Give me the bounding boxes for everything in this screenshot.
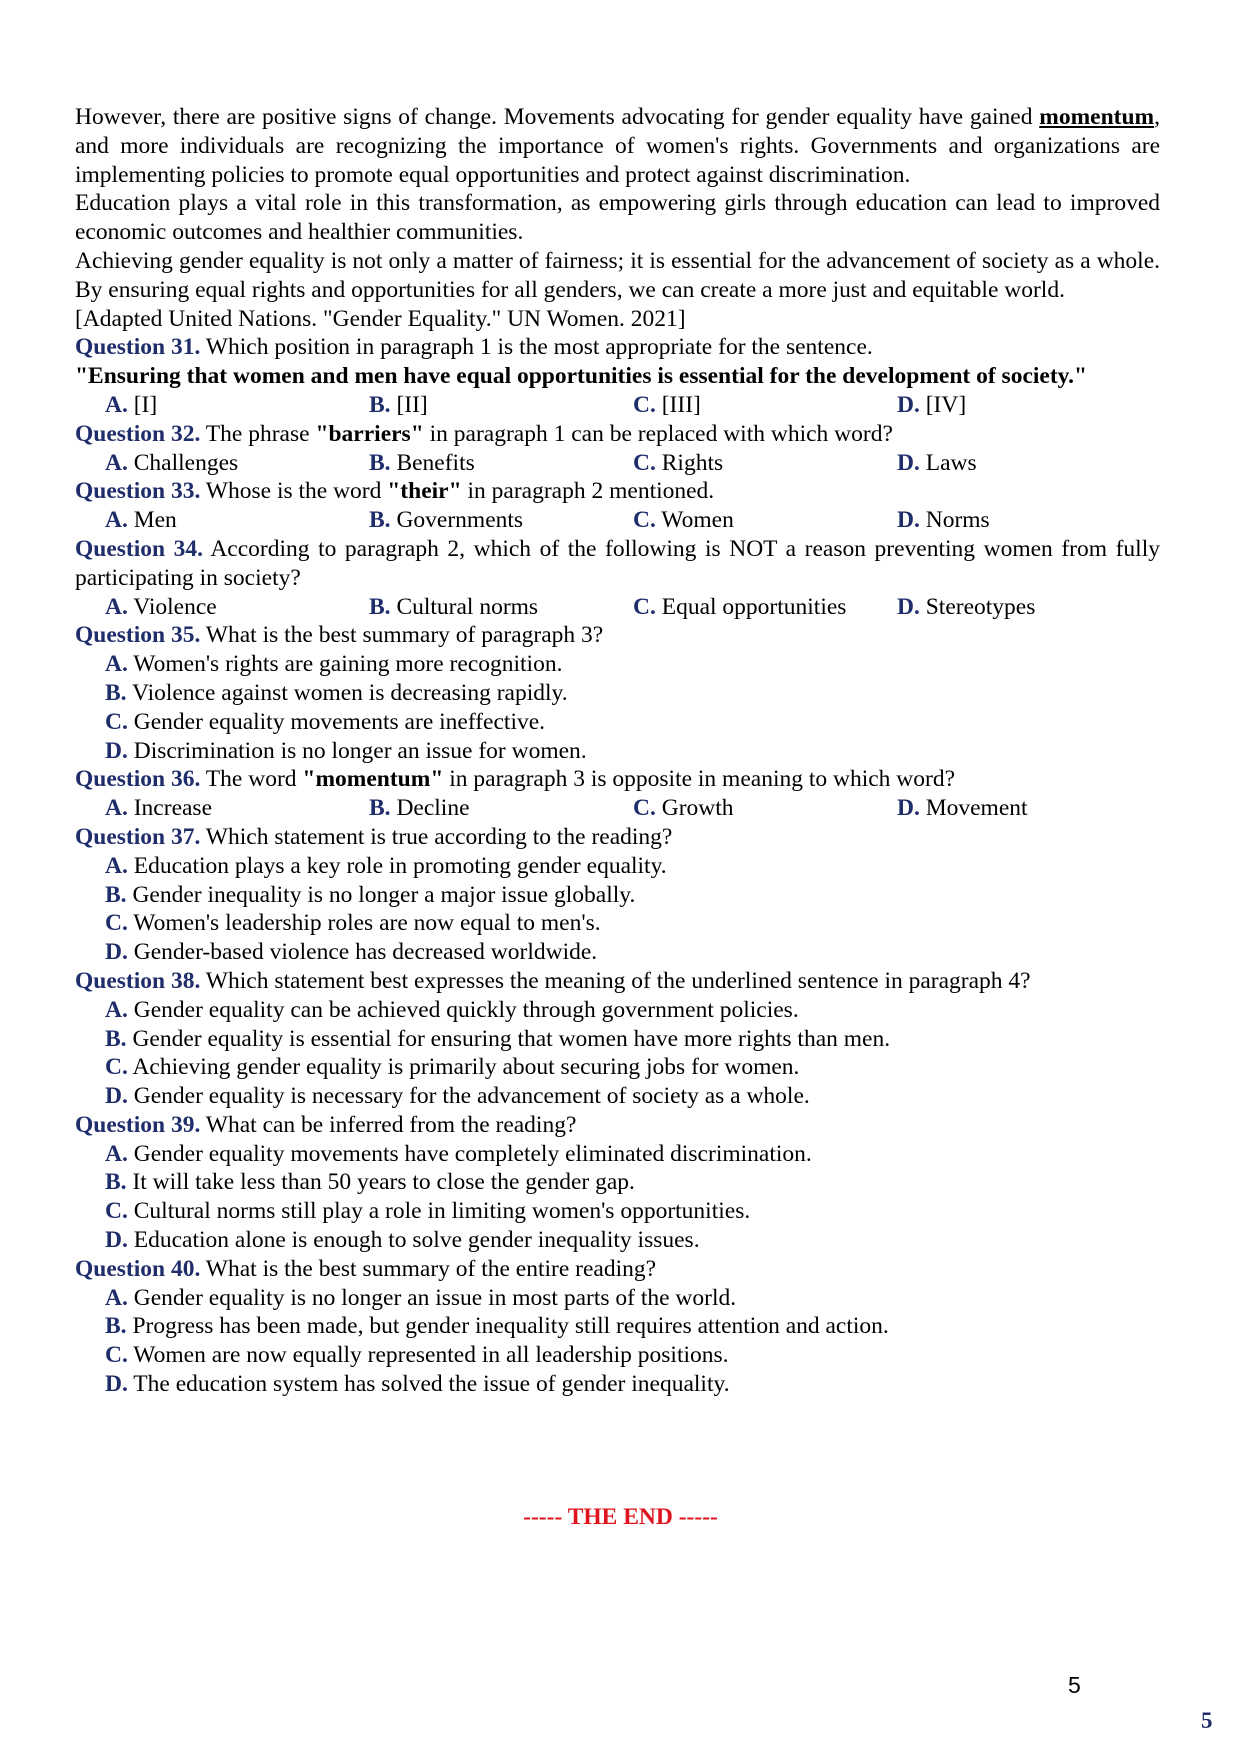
- option-b[interactable]: B. It will take less than 50 years to close the gender gap.: [105, 1169, 635, 1196]
- option-a[interactable]: A. Men: [105, 507, 177, 534]
- question-text: What is the best summary of the entire reading?: [200, 1255, 657, 1282]
- option-c[interactable]: C. Cultural norms still play a role in limiting women's opportunities.: [105, 1198, 751, 1225]
- options-row: [75, 449, 1160, 478]
- question-label: Question 40.: [75, 1255, 201, 1282]
- option-d[interactable]: D. Norms: [897, 507, 990, 534]
- option-a[interactable]: A. Gender equality can be achieved quickly through government policies.: [105, 996, 799, 1023]
- option-b[interactable]: B. [II]: [369, 391, 428, 418]
- passage-source: [Adapted United Nations. "Gender Equality." UN Women. 2021]: [75, 305, 686, 332]
- the-end-marker: ----- THE END -----: [523, 1504, 718, 1530]
- question-34: [75, 535, 1160, 621]
- option-b[interactable]: B. Benefits: [369, 449, 475, 476]
- option-a[interactable]: A. Gender equality movements have completely eliminated discrimination.: [105, 1140, 812, 1167]
- passage-paragraph-4: Achieving gender equality is not only a matter of fairness; it is essential for the advancement of society as a whole. By ensuring equal rights and opportunities for all genders, we can create a more just and equitable world.: [75, 247, 1160, 303]
- question-label: Question 38.: [75, 967, 201, 994]
- passage-text: , and more individuals are recognizing the importance of women's rights. Governments and organizations are implementing policies to promote equal opportunities and protect against discrimination.: [75, 104, 1160, 188]
- question-33: Question 33. Whose is the word "their" in paragraph 2 mentioned. A. Men B. Governments C. Women D. Norms: [75, 477, 1160, 535]
- underlined-word-momentum: momentum: [1039, 104, 1155, 130]
- options-row: [75, 391, 1160, 420]
- option-d[interactable]: D. Laws: [897, 449, 977, 476]
- option-a[interactable]: A. Challenges: [105, 449, 239, 476]
- options-row: [75, 506, 1160, 535]
- page-number: 5: [1068, 1672, 1081, 1698]
- question-37: [75, 823, 1160, 967]
- options-list: [75, 852, 1160, 967]
- options-list: [75, 1284, 1160, 1399]
- question-39: [75, 1111, 1160, 1255]
- question-keyword: "their": [387, 478, 462, 505]
- question-quote: "Ensuring that women and men have equal opportunities is essential for the development of society.": [75, 363, 1088, 390]
- option-d[interactable]: D. The education system has solved the issue of gender inequality.: [105, 1371, 730, 1398]
- option-c[interactable]: C. [III]: [633, 391, 701, 418]
- option-d[interactable]: D. [IV]: [897, 391, 967, 418]
- option-c[interactable]: C. Women are now equally represented in all leadership positions.: [105, 1342, 729, 1369]
- question-label: Question 39.: [75, 1111, 201, 1138]
- question-label: Question 32.: [75, 420, 201, 447]
- option-d[interactable]: D. Gender-based violence has decreased worldwide.: [105, 939, 598, 966]
- option-a[interactable]: A. Women's rights are gaining more recognition.: [105, 651, 563, 678]
- option-d[interactable]: D. Movement: [897, 795, 1028, 822]
- question-label: Question 37.: [75, 823, 201, 850]
- question-keyword: "momentum": [302, 766, 444, 793]
- option-b[interactable]: B. Gender inequality is no longer a major issue globally.: [105, 881, 636, 908]
- option-b[interactable]: B. Violence against women is decreasing rapidly.: [105, 679, 568, 706]
- option-d[interactable]: D. Gender equality is necessary for the advancement of society as a whole.: [105, 1083, 810, 1110]
- option-a[interactable]: A. Violence: [105, 593, 217, 620]
- question-label: Question 31.: [75, 334, 201, 361]
- options-row: [75, 593, 1160, 622]
- option-c[interactable]: C. Women's leadership roles are now equal to men's.: [105, 910, 601, 937]
- passage-paragraph-3-continued: Education plays a vital role in this transformation, as empowering girls through education can lead to improved economic outcomes and healthier communities.: [75, 190, 1160, 246]
- options-list: [75, 1140, 1160, 1255]
- option-c[interactable]: C. Growth: [633, 795, 734, 822]
- question-text: Which statement is true according to the reading?: [200, 823, 673, 850]
- option-a[interactable]: A. Education plays a key role in promoting gender equality.: [105, 852, 667, 879]
- question-label: Question 34.: [75, 535, 204, 562]
- passage-text: However, there are positive signs of change. Movements advocating for gender equality have gained: [75, 104, 1040, 130]
- option-c[interactable]: C. Women: [633, 507, 734, 534]
- passage-paragraph-3: [75, 103, 1160, 189]
- option-c[interactable]: C. Gender equality movements are ineffective.: [105, 708, 546, 735]
- option-a[interactable]: A. Increase: [105, 795, 213, 822]
- question-text: What is the best summary of paragraph 3?: [200, 622, 604, 649]
- option-b[interactable]: B. Progress has been made, but gender inequality still requires attention and action.: [105, 1313, 889, 1340]
- question-31: [75, 333, 1160, 419]
- page-number-corner: 5: [1201, 1708, 1213, 1733]
- question-text: Which statement best expresses the meaning of the underlined sentence in paragraph 4?: [200, 967, 1031, 994]
- option-d[interactable]: D. Discrimination is no longer an issue for women.: [105, 737, 587, 764]
- options-row: [75, 794, 1160, 823]
- option-c[interactable]: C. Achieving gender equality is primarily about securing jobs for women.: [105, 1054, 800, 1081]
- question-text: Which position in paragraph 1 is the most appropriate for the sentence.: [200, 334, 873, 361]
- exam-page: [75, 103, 1160, 1399]
- question-label: Question 33.: [75, 478, 201, 505]
- option-b[interactable]: B. Governments: [369, 507, 524, 534]
- option-a[interactable]: A. [I]: [105, 391, 158, 418]
- question-38: [75, 967, 1160, 1111]
- question-35: [75, 621, 1160, 765]
- option-b[interactable]: B. Decline: [369, 795, 470, 822]
- question-text: What can be inferred from the reading?: [200, 1111, 577, 1138]
- options-list: [75, 996, 1160, 1111]
- option-d[interactable]: D. Stereotypes: [897, 593, 1036, 620]
- option-a[interactable]: A. Gender equality is no longer an issue in most parts of the world.: [105, 1284, 737, 1311]
- question-keyword: "barriers": [315, 420, 424, 447]
- question-label: Question 36.: [75, 766, 201, 793]
- options-list: [75, 650, 1160, 765]
- option-d[interactable]: D. Education alone is enough to solve gender inequality issues.: [105, 1227, 700, 1254]
- question-36: Question 36. The word "momentum" in paragraph 3 is opposite in meaning to which word? A. Increase B. Decline C. Growth D. Movement: [75, 765, 1160, 823]
- question-label: Question 35.: [75, 622, 201, 649]
- question-40: [75, 1255, 1160, 1399]
- option-b[interactable]: B. Cultural norms: [369, 593, 539, 620]
- option-b[interactable]: B. Gender equality is essential for ensuring that women have more rights than men.: [105, 1025, 891, 1052]
- question-text: According to paragraph 2, which of the following is NOT a reason preventing women from fully participating in society?: [75, 535, 1160, 591]
- option-c[interactable]: C. Rights: [633, 449, 724, 476]
- option-c[interactable]: C. Equal opportunities: [633, 593, 847, 620]
- question-32: Question 32. The phrase "barriers" in paragraph 1 can be replaced with which word? A. Challenges B. Benefits C. Rights D. Laws: [75, 420, 1160, 478]
